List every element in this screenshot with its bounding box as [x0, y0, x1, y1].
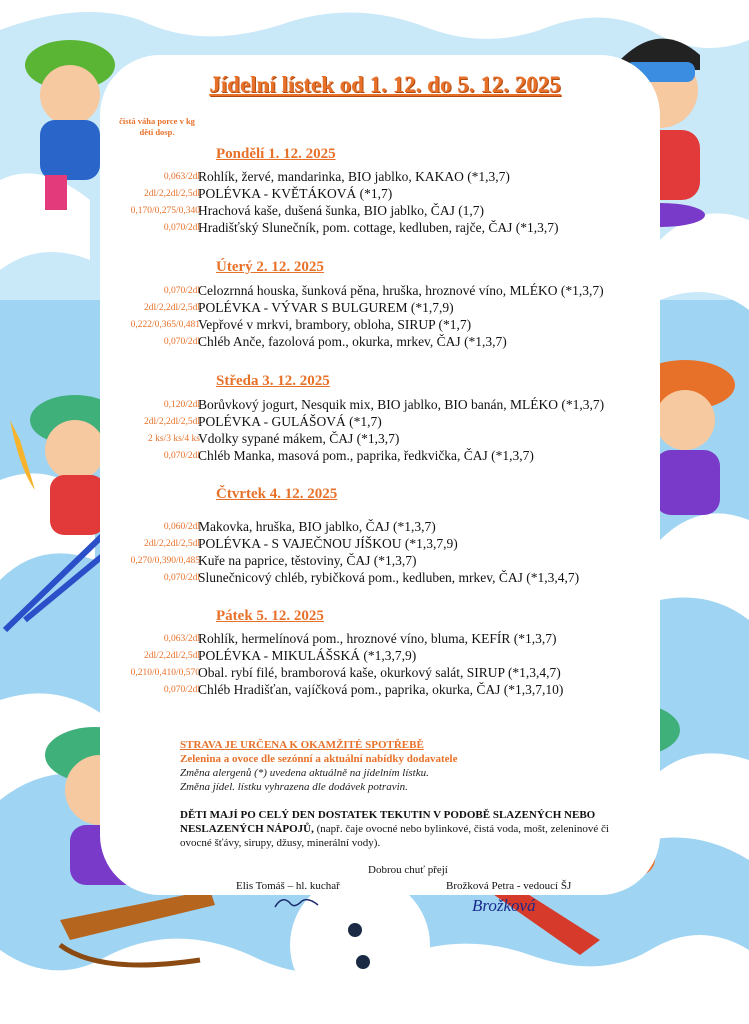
drinks-note-bold: DĚTI MAJÍ PO CELÝ DEN DOSTATEK TEKUTIN V PODOBĚ SLAZENÝCH NEBO NESLAZENÝCH NÁPOJŮ,	[180, 809, 596, 835]
meal-item: POLÉVKA - S VAJEČNOU JÍŠKOU (*1,3,7,9)	[198, 536, 458, 551]
menu-row	[100, 397, 660, 414]
portion-qty: 0,070/2dl	[163, 286, 200, 296]
menu-row	[100, 203, 660, 220]
day-heading: Pátek 5. 12. 2025	[216, 608, 324, 624]
meal-item: POLÉVKA - VÝVAR S BULGUREM (*1,7,9)	[198, 300, 454, 315]
menu-row	[100, 682, 660, 699]
portion-qty: 0,120/2dl	[163, 400, 200, 410]
menu-row	[100, 414, 660, 431]
menu-row	[100, 186, 660, 203]
menu-row	[100, 519, 660, 536]
menu-row	[100, 553, 660, 570]
portion-qty: 2dl/2,2dl/2,5dl	[144, 303, 200, 313]
portion-qty: 0,270/0,390/0,485	[130, 556, 200, 566]
produce-supplier-note: Zelenina a ovoce dle sezónní a aktuální nabídky dodavatele	[180, 753, 458, 765]
menu-row	[100, 334, 660, 351]
menu-row	[100, 448, 660, 465]
portion-qty: 0,060/2dl	[163, 522, 200, 532]
allergen-change-note: Změna alergenů (*) uvedena aktuálně na jídelním lístku.	[180, 767, 429, 779]
meal-item: Makovka, hruška, BIO jablko, ČAJ (*1,3,7)	[198, 519, 436, 534]
menu-row	[100, 220, 660, 237]
portion-qty: 2dl/2,2dl/2,5dl	[144, 189, 200, 199]
manager-signature-text: Brožková	[472, 896, 536, 915]
portion-qty: 2dl/2,2dl/2,5dl	[144, 417, 200, 427]
drinks-note	[180, 808, 630, 850]
meal-item: Hradišťský Slunečník, pom. cottage, kedluben, rajče, ČAJ (*1,3,7)	[198, 220, 559, 235]
menu-row	[100, 300, 660, 317]
menu-notes	[180, 738, 490, 794]
meal-item: Hrachová kaše, dušená šunka, BIO jablko, ČAJ (1,7)	[198, 203, 485, 218]
meal-item: Chléb Manka, masová pom., paprika, ředkvička, ČAJ (*1,3,7)	[198, 448, 534, 463]
portion-qty: 2dl/2,2dl/2,5dl	[144, 651, 200, 661]
portion-qty: 0,070/2dl	[163, 223, 200, 233]
menu-row	[100, 317, 660, 334]
closing-greeting: Dobrou chuť přejí	[368, 864, 448, 876]
menu-row	[100, 431, 660, 448]
portion-weight-note: čistá váha porce v kg děti dosp.	[119, 116, 195, 137]
menu-row	[100, 631, 660, 648]
meal-item: Celozrnná houska, šunková pěna, hruška, hroznové víno, MLÉKO (*1,3,7)	[198, 283, 604, 298]
day-heading: Úterý 2. 12. 2025	[216, 259, 324, 275]
portion-qty: 0,063/2dl	[163, 172, 200, 182]
portion-qty: 0,210/0,410/0,570	[130, 668, 200, 678]
meal-item: POLÉVKA - KVĚTÁKOVÁ (*1,7)	[198, 186, 393, 201]
menu-row	[100, 648, 660, 665]
day-heading: Pondělí 1. 12. 2025	[216, 146, 336, 162]
meal-item: Vdolky sypané mákem, ČAJ (*1,3,7)	[198, 431, 400, 446]
portion-qty: 2dl/2,2dl/2,5dl	[144, 539, 200, 549]
portion-qty: 0,070/2dl	[163, 451, 200, 461]
meal-item: Slunečnicový chléb, rybičková pom., kedluben, mrkev, ČAJ (*1,3,4,7)	[198, 570, 580, 585]
meal-item: Chléb Anče, fazolová pom., okurka, mrkev, ČAJ (*1,3,7)	[198, 334, 507, 349]
cook-handwritten-signature	[272, 893, 322, 913]
signature-cook: Elis Tomáš – hl. kuchař	[236, 880, 340, 892]
meal-item: Obal. rybí filé, bramborová kaše, okurkový salát, SIRUP (*1,3,4,7)	[198, 665, 561, 680]
menu-title: Jídelní lístek od 1. 12. do 5. 12. 2025	[209, 72, 561, 97]
day-heading: Čtvrtek 4. 12. 2025	[216, 486, 338, 502]
menu-row	[100, 570, 660, 587]
consume-immediately-note: STRAVA JE URČENA K OKAMŽITÉ SPOTŘEBĚ	[180, 739, 424, 751]
meal-item: Kuře na paprice, těstoviny, ČAJ (*1,3,7)	[198, 553, 417, 568]
signature-manager: Brožková Petra - vedoucí ŠJ	[446, 880, 572, 892]
drinks-note-detail: (např. čaje ovocné nebo bylinkové, čistá voda, mošt, zeleninové či ovocné šťávy, sirupy, džusy, minerální vody).	[180, 823, 609, 849]
meal-item: Rohlík, žervé, mandarinka, BIO jablko, KAKAO (*1,3,7)	[198, 169, 510, 184]
day-heading: Středa 3. 12. 2025	[216, 373, 330, 389]
manager-handwritten-signature	[468, 893, 578, 917]
meal-item: Vepřové v mrkvi, brambory, obloha, SIRUP (*1,7)	[198, 317, 472, 332]
portion-qty: 0,070/2dl	[163, 337, 200, 347]
meal-item: POLÉVKA - GULÁŠOVÁ (*1,7)	[198, 414, 382, 429]
portion-qty: 0,070/2dl	[163, 685, 200, 695]
menu-row	[100, 283, 660, 300]
menu-row	[100, 536, 660, 553]
meal-item: Borůvkový jogurt, Nesquik mix, BIO jablko, BIO banán, MLÉKO (*1,3,7)	[198, 397, 605, 412]
portion-qty: 2 ks/3 ks/4 ks	[148, 434, 200, 444]
meal-item: POLÉVKA - MIKULÁŠSKÁ (*1,3,7,9)	[198, 648, 417, 663]
menu-row	[100, 169, 660, 186]
menu-change-note: Změna jídel. lístku vyhrazena dle dodávek potravin.	[180, 781, 408, 793]
portion-qty: 0,070/2dl	[163, 573, 200, 583]
portion-qty: 0,222/0,365/0,481	[130, 320, 200, 330]
portion-qty: 0,170/0,275/0,340	[130, 206, 200, 216]
portion-qty: 0,063/2dl	[163, 634, 200, 644]
menu-row	[100, 665, 660, 682]
meal-item: Rohlík, hermelínová pom., hroznové víno, bluma, KEFÍR (*1,3,7)	[198, 631, 557, 646]
meal-item: Chléb Hradišťan, vajíčková pom., paprika, okurka, ČAJ (*1,3,7,10)	[198, 682, 564, 697]
